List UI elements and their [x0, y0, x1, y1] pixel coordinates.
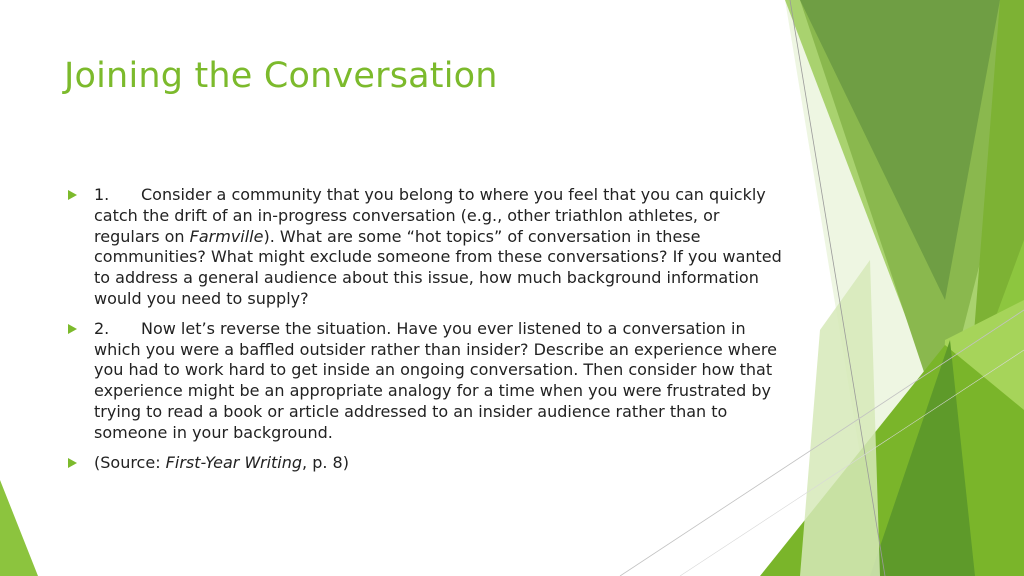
bullet-text: Consider a community that you belong to where you feel that you can quickly catch the drift of an in-progress conversation (e.g., other triathlon athletes, or regulars on [94, 185, 766, 246]
bullet-italic-text: Farmville [189, 226, 264, 246]
bullet-arrow-icon [68, 190, 77, 200]
bullet-text: Now let’s reverse the situation. Have you ever listened to a conversation in which you were a baffled outsider rather than insider? Describe an experience where you had to work hard to get inside an ongoing conversation. Then consider how that experience might be an appropriate analogy for a time when you were frustrated by trying to read a book or article addressed to an insider audience rather than to someone in your background. [94, 318, 777, 442]
bullet-item-2 [66, 319, 786, 444]
bullet-arrow-icon [68, 324, 77, 334]
source-prefix: (Source: [94, 452, 166, 472]
bullet-number: 1. [94, 185, 110, 204]
bullet-list [66, 185, 786, 482]
bullet-item-1 [66, 185, 786, 310]
slide-title: Joining the Conversation [64, 56, 498, 96]
bullet-number: 2. [94, 318, 110, 338]
bullet-arrow-icon [68, 458, 77, 468]
bullet-item-source [66, 453, 786, 474]
bullet-text-continued: ). What are some “hot topics” of conversation in these communities? What might exclude someone from these conversations? If you wanted to address a general audience about this issue, how much background information would you need to supply? [94, 226, 782, 308]
source-title: First-Year Writing [165, 452, 303, 472]
source-suffix: , p. 8) [302, 452, 349, 472]
